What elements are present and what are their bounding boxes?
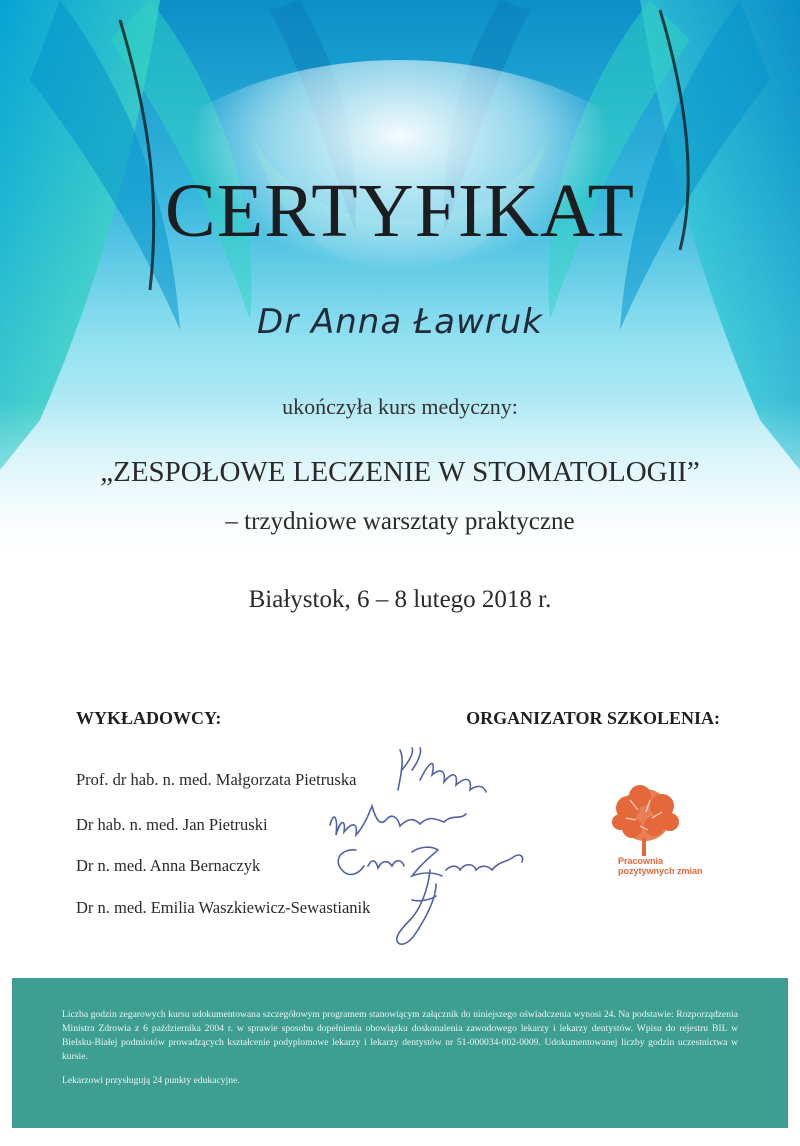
lecturer-item: Prof. dr hab. n. med. Małgorzata Pietruska xyxy=(76,770,357,789)
completed-label: ukończyła kurs medyczny: xyxy=(282,394,518,419)
lecturer-item: Dr n. med. Anna Bernaczyk xyxy=(76,856,261,875)
organizer-heading: ORGANIZATOR SZKOLENIA: xyxy=(466,708,720,728)
lecturers-heading: WYKŁADOWCY: xyxy=(76,708,222,728)
footer-paragraph: Liczba godzin zegarowych kursu udokumentowana szczegółowym programem stanowiącym załącznik do niniejszego oświadczenia wynosi 24. Na podstawie: Rozporządzenia Ministra Zdrowia z 6 października 2004 r. w sprawie sposobu dopełnienia obowiązku doskonalenia zawodowego lekarzy i lekarzy dentystów. Wpisu do rejestru BIL w Bielsku-Białej podmiotów prowadzących kształcenie podyplomowe lekarzy i lekarzy dentystów nr 51-000034-002-0009. Udokumentowanej liczby godzin uczestnictwa w kursie. xyxy=(62,1009,738,1062)
organizer-logo-text: Pracownia pozytywnych zmian xyxy=(618,856,703,876)
course-subtitle: – trzydniowe warsztaty praktyczne xyxy=(225,508,575,535)
course-name: „ZESPOŁOWE LECZENIE W STOMATOLOGII” xyxy=(100,456,700,488)
lecturer-item: Dr n. med. Emilia Waszkiewicz-Sewastianik xyxy=(76,898,371,917)
place-and-date: Białystok, 6 – 8 lutego 2018 r. xyxy=(248,586,552,613)
certificate-title: CERTYFIKAT xyxy=(165,169,635,253)
footer-points: Lekarzowi przysługują 24 punkty edukacyjne. xyxy=(62,1075,240,1086)
recipient-name: Dr Anna Ławruk xyxy=(257,302,543,342)
lecturer-item: Dr hab. n. med. Jan Pietruski xyxy=(76,815,268,834)
